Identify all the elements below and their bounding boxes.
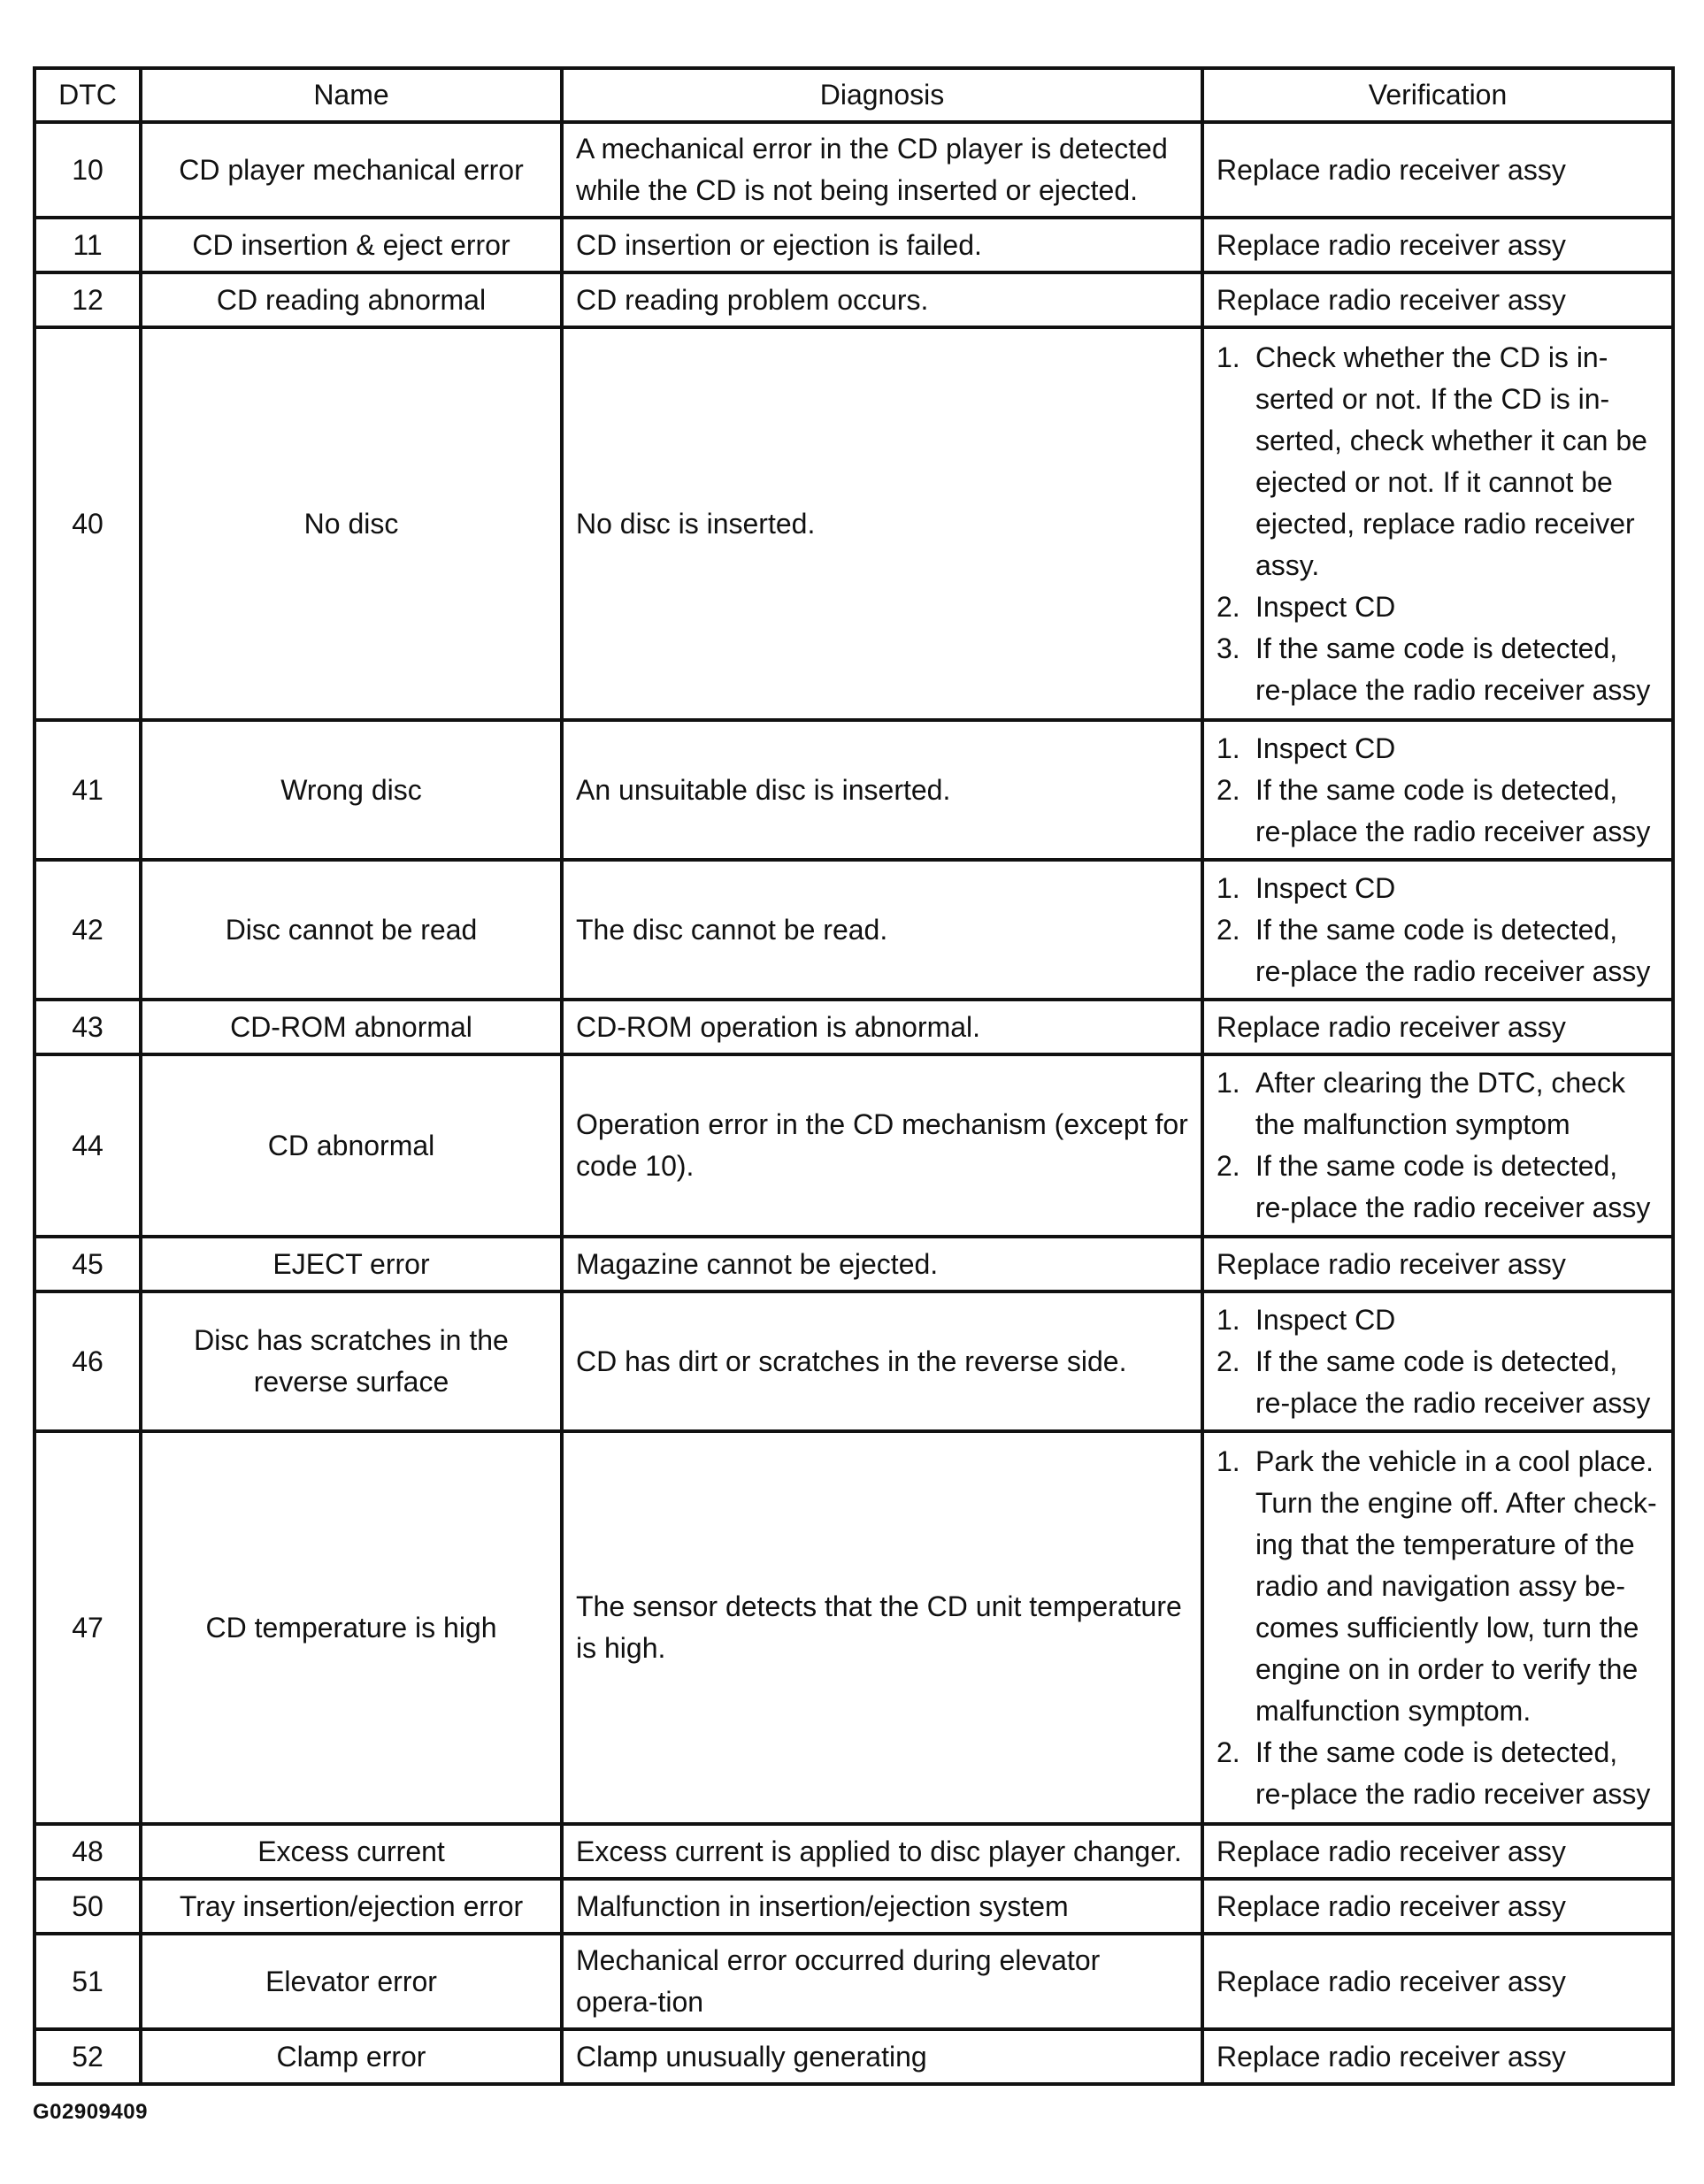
- dtc-name: CD insertion & eject error: [141, 218, 562, 272]
- dtc-verification: Replace radio receiver assy: [1202, 1879, 1673, 1934]
- step-text: If the same code is detected, re-place the radio receiver assy: [1255, 632, 1651, 706]
- dtc-name: CD-ROM abnormal: [141, 1000, 562, 1054]
- step-text: Park the vehicle in a cool place. Turn the engine off. After check-ing that the temperature of the radio and navigation assy be-comes sufficiently low, turn the engine on in order to verify the malfunction symptom.: [1255, 1445, 1657, 1727]
- dtc-verification: Replace radio receiver assy: [1202, 218, 1673, 272]
- dtc-verification: Replace radio receiver assy: [1202, 1237, 1673, 1291]
- header-dtc: DTC: [35, 68, 141, 122]
- table-row: [35, 1879, 1673, 1934]
- dtc-diagnosis: Excess current is applied to disc player changer.: [562, 1824, 1202, 1879]
- dtc-verification: Replace radio receiver assy: [1202, 1824, 1673, 1879]
- dtc-name: CD temperature is high: [141, 1431, 562, 1824]
- dtc-verification: [1202, 327, 1673, 720]
- dtc-verification: [1202, 1054, 1673, 1237]
- verification-step: [1217, 728, 1659, 770]
- verification-step: [1217, 868, 1659, 909]
- verification-step: [1217, 770, 1659, 853]
- header-row: [35, 68, 1673, 122]
- table-row: [35, 1824, 1673, 1879]
- verification-steps: [1217, 1299, 1659, 1424]
- step-number: 3.: [1217, 632, 1240, 664]
- step-number: 2.: [1217, 1150, 1240, 1182]
- dtc-name: Clamp error: [141, 2029, 562, 2084]
- dtc-name: Disc has scratches in the reverse surface: [141, 1291, 562, 1431]
- verification-step: [1217, 1732, 1659, 1815]
- dtc-name: CD abnormal: [141, 1054, 562, 1237]
- step-text: If the same code is detected, re-place the radio receiver assy: [1255, 1150, 1651, 1223]
- dtc-code: 44: [35, 1054, 141, 1237]
- dtc-diagnosis: No disc is inserted.: [562, 327, 1202, 720]
- table-row: [35, 1431, 1673, 1824]
- verification-step: [1217, 1441, 1659, 1732]
- step-number: 1.: [1217, 732, 1240, 764]
- dtc-name: Wrong disc: [141, 720, 562, 860]
- dtc-verification: [1202, 1431, 1673, 1824]
- verification-steps: [1217, 868, 1659, 992]
- verification-step: [1217, 337, 1659, 586]
- dtc-verification: Replace radio receiver assy: [1202, 2029, 1673, 2084]
- step-number: 2.: [1217, 1736, 1240, 1768]
- dtc-diagnosis: Malfunction in insertion/ejection system: [562, 1879, 1202, 1934]
- step-text: After clearing the DTC, check the malfunction symptom: [1255, 1067, 1625, 1140]
- table-row: [35, 327, 1673, 720]
- verification-step: [1217, 1299, 1659, 1341]
- dtc-verification: [1202, 720, 1673, 860]
- verification-steps: [1217, 728, 1659, 853]
- dtc-code: 48: [35, 1824, 141, 1879]
- dtc-code: 42: [35, 860, 141, 1000]
- dtc-table: [33, 66, 1675, 2086]
- step-text: Inspect CD: [1255, 590, 1396, 623]
- table-row: [35, 272, 1673, 327]
- step-text: If the same code is detected, re-place the radio receiver assy: [1255, 773, 1651, 847]
- table-row: [35, 720, 1673, 860]
- dtc-code: 46: [35, 1291, 141, 1431]
- dtc-diagnosis: A mechanical error in the CD player is detected while the CD is not being inserted or ejected.: [562, 122, 1202, 218]
- header-name: Name: [141, 68, 562, 122]
- dtc-code: 12: [35, 272, 141, 327]
- dtc-name: Excess current: [141, 1824, 562, 1879]
- dtc-name: CD reading abnormal: [141, 272, 562, 327]
- verification-step: [1217, 1062, 1659, 1146]
- dtc-verification: Replace radio receiver assy: [1202, 272, 1673, 327]
- step-text: Check whether the CD is in-serted or not. If the CD is in-serted, check whether it can be ejected or not. If it cannot be ejected, replace radio receiver assy.: [1255, 341, 1647, 581]
- dtc-name: No disc: [141, 327, 562, 720]
- header-verification: Verification: [1202, 68, 1673, 122]
- verification-step: [1217, 1146, 1659, 1229]
- dtc-diagnosis: Operation error in the CD mechanism (except for code 10).: [562, 1054, 1202, 1237]
- dtc-diagnosis: An unsuitable disc is inserted.: [562, 720, 1202, 860]
- dtc-name: Elevator error: [141, 1934, 562, 2029]
- step-number: 2.: [1217, 913, 1240, 946]
- table-row: [35, 2029, 1673, 2084]
- dtc-diagnosis: The disc cannot be read.: [562, 860, 1202, 1000]
- dtc-code: 52: [35, 2029, 141, 2084]
- dtc-diagnosis: CD reading problem occurs.: [562, 272, 1202, 327]
- dtc-name: Disc cannot be read: [141, 860, 562, 1000]
- dtc-diagnosis: CD insertion or ejection is failed.: [562, 218, 1202, 272]
- dtc-code: 43: [35, 1000, 141, 1054]
- step-number: 1.: [1217, 1303, 1240, 1336]
- table-row: [35, 218, 1673, 272]
- dtc-code: 47: [35, 1431, 141, 1824]
- step-text: If the same code is detected, re-place the radio receiver assy: [1255, 1736, 1651, 1810]
- table-body: [35, 122, 1673, 2084]
- dtc-verification: [1202, 860, 1673, 1000]
- verification-steps: [1217, 337, 1659, 711]
- dtc-code: 40: [35, 327, 141, 720]
- step-number: 1.: [1217, 341, 1240, 373]
- dtc-verification: Replace radio receiver assy: [1202, 1934, 1673, 2029]
- dtc-diagnosis: Clamp unusually generating: [562, 2029, 1202, 2084]
- step-text: Inspect CD: [1255, 1303, 1396, 1336]
- dtc-code: 50: [35, 1879, 141, 1934]
- table-row: [35, 1237, 1673, 1291]
- step-number: 1.: [1217, 871, 1240, 904]
- table-row: [35, 1934, 1673, 2029]
- dtc-name: EJECT error: [141, 1237, 562, 1291]
- verification-steps: [1217, 1441, 1659, 1815]
- dtc-verification: Replace radio receiver assy: [1202, 122, 1673, 218]
- dtc-verification: Replace radio receiver assy: [1202, 1000, 1673, 1054]
- table-row: [35, 122, 1673, 218]
- header-diagnosis: Diagnosis: [562, 68, 1202, 122]
- figure-id: G02909409: [33, 2100, 148, 2124]
- verification-step: [1217, 586, 1659, 628]
- table-row: [35, 1000, 1673, 1054]
- dtc-code: 45: [35, 1237, 141, 1291]
- step-text: Inspect CD: [1255, 732, 1396, 764]
- verification-step: [1217, 628, 1659, 711]
- step-number: 1.: [1217, 1445, 1240, 1477]
- table-row: [35, 1291, 1673, 1431]
- dtc-diagnosis: The sensor detects that the CD unit temperature is high.: [562, 1431, 1202, 1824]
- step-text: Inspect CD: [1255, 871, 1396, 904]
- verification-steps: [1217, 1062, 1659, 1229]
- step-number: 1.: [1217, 1067, 1240, 1099]
- dtc-verification: [1202, 1291, 1673, 1431]
- verification-step: [1217, 909, 1659, 992]
- dtc-diagnosis: CD-ROM operation is abnormal.: [562, 1000, 1202, 1054]
- dtc-diagnosis: CD has dirt or scratches in the reverse side.: [562, 1291, 1202, 1431]
- table-row: [35, 1054, 1673, 1237]
- verification-step: [1217, 1341, 1659, 1424]
- step-number: 2.: [1217, 1345, 1240, 1377]
- dtc-code: 11: [35, 218, 141, 272]
- step-text: If the same code is detected, re-place the radio receiver assy: [1255, 913, 1651, 987]
- dtc-code: 41: [35, 720, 141, 860]
- step-text: If the same code is detected, re-place the radio receiver assy: [1255, 1345, 1651, 1419]
- dtc-diagnosis: Mechanical error occurred during elevator opera-tion: [562, 1934, 1202, 2029]
- step-number: 2.: [1217, 773, 1240, 806]
- dtc-code: 10: [35, 122, 141, 218]
- step-number: 2.: [1217, 590, 1240, 623]
- dtc-name: Tray insertion/ejection error: [141, 1879, 562, 1934]
- dtc-code: 51: [35, 1934, 141, 2029]
- dtc-diagnosis: Magazine cannot be ejected.: [562, 1237, 1202, 1291]
- table-row: [35, 860, 1673, 1000]
- dtc-name: CD player mechanical error: [141, 122, 562, 218]
